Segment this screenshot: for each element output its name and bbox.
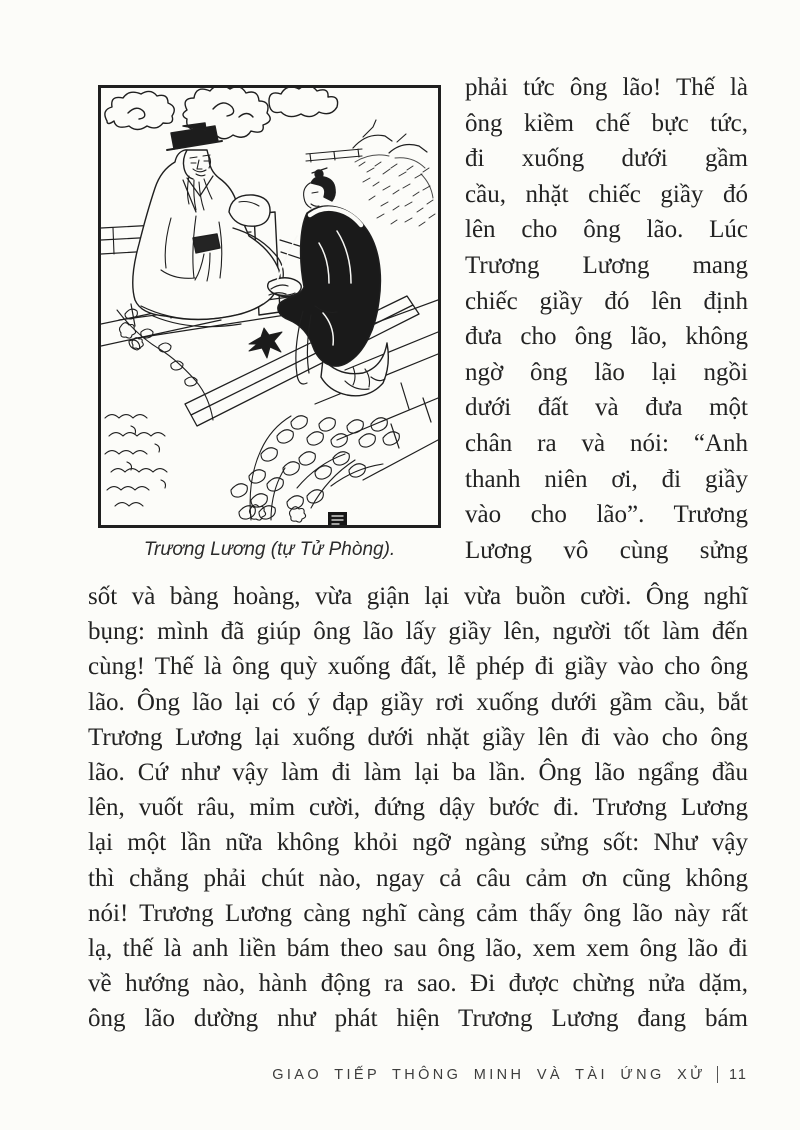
text-line: cầu, nhặt chiếc giầy đó <box>465 180 748 208</box>
page-number: 11 <box>728 1066 748 1083</box>
body-text <box>88 579 748 1037</box>
text-line: chiếc giầy đó lên định <box>465 287 748 315</box>
text-column-right <box>465 70 748 568</box>
text-line: về hướng nào, hành động ra sao. Đi được chừng nửa dặm, <box>88 970 748 998</box>
running-title: GIAO TIẾP THÔNG MINH VÀ TÀI ỨNG XỬ <box>272 1066 706 1083</box>
text-line: cùng! Thế là ông quỳ xuống đất, lễ phép đi giầy vào cho ông <box>88 653 748 681</box>
text-line: thì chẳng phải chút nào, ngay cả câu cảm ơn cũng không <box>88 864 748 892</box>
text-line: đi xuống dưới gầm <box>465 145 748 173</box>
text-line: Trương Lương mang <box>465 251 748 279</box>
text-line: dưới đất và đưa một <box>465 394 748 422</box>
text-line: lão. Cứ như vậy làm đi làm lại ba lần. Ông lão ngẩng đầu <box>88 759 748 787</box>
text-line: lại một lần nữa không khỏi ngỡ ngàng sửng sốt: Như vậy <box>88 829 748 857</box>
seal-stamp <box>328 512 347 525</box>
text-line: thanh niên ơi, đi giầy <box>465 465 748 493</box>
text-line: sốt và bàng hoàng, vừa giận lại vừa buồn cười. Ông nghĩ <box>88 583 748 610</box>
page-footer <box>272 1066 748 1083</box>
text-line: đưa cho ông lão, không <box>465 323 748 351</box>
text-line: Lương vô cùng sửng <box>465 536 748 564</box>
text-line: lên cho ông lão. Lúc <box>465 216 748 244</box>
text-line: ông kiềm chế bực tức, <box>465 109 748 137</box>
text-line: ông lão dường như phát hiện Trương Lương đang bám <box>88 1005 748 1033</box>
text-line: phải tức ông lão! Thế là <box>465 74 748 101</box>
text-line: ngờ ông lão lại ngồi <box>465 358 748 386</box>
text-line: lên, vuốt râu, mỉm cười, đứng dậy bước đi. Trương Lương <box>88 794 748 822</box>
text-line: vào cho lão”. Trương <box>465 501 748 529</box>
text-line: nói! Trương Lương càng nghĩ càng cảm thấy ông lão này rất <box>88 899 748 927</box>
text-line: chân ra và nói: “Anh <box>465 429 748 457</box>
footer-divider <box>717 1066 718 1083</box>
text-line: bụng: mình đã giúp ông lão lấy giầy lên, người tốt làm đến <box>88 618 748 646</box>
illustration-frame <box>98 85 441 528</box>
text-line: lạ, thế là anh liền bám theo sau ông lão, xem xem ông lão đi <box>88 935 748 963</box>
illustration-caption: Trương Lương (tự Tử Phòng). <box>143 539 396 560</box>
text-line: Trương Lương lại xuống dưới nhặt giầy lên đi vào cho ông <box>88 723 748 751</box>
woodcut-illustration <box>101 88 438 525</box>
text-line: lão. Ông lão lại có ý đạp giầy rơi xuống dưới gầm cầu, bắt <box>88 688 748 716</box>
